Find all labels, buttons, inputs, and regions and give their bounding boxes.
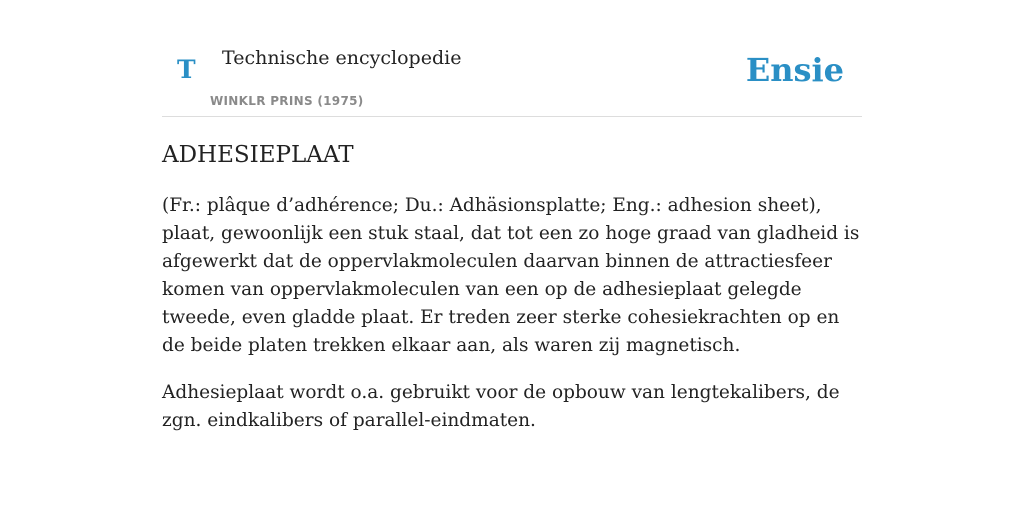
article-body bbox=[162, 192, 862, 454]
article-title: ADHESIEPLAAT bbox=[162, 142, 354, 168]
publication-logo-icon[interactable]: T bbox=[177, 55, 196, 84]
publication-source: WINKLR PRINS (1975) bbox=[210, 94, 364, 108]
encyclopedia-header bbox=[162, 0, 862, 117]
article-paragraph: (Fr.: plâque d’adhérence; Du.: Adhäsionsplatte; Eng.: adhesion sheet), plaat, gewoonlijk een stuk staal, dat tot een zo hoge graad van gladheid is afgewerkt dat de oppervlakmoleculen daarvan binnen de attractiesfeer komen van oppervlakmoleculen van een op de adhesieplaat gelegde tweede, even gladde plaat. Er treden zeer sterke cohesiekrachten op en de beide platen trekken elkaar aan, als waren zij magnetisch. bbox=[162, 195, 860, 356]
publication-title-link[interactable]: Technische encyclopedie bbox=[222, 47, 462, 69]
article-paragraph: Adhesieplaat wordt o.a. gebruikt voor de opbouw van lengtekalibers, de zgn. eindkalibers of parallel-eindmaten. bbox=[162, 382, 840, 431]
ensie-brand-logo[interactable]: Ensie bbox=[745, 51, 844, 89]
